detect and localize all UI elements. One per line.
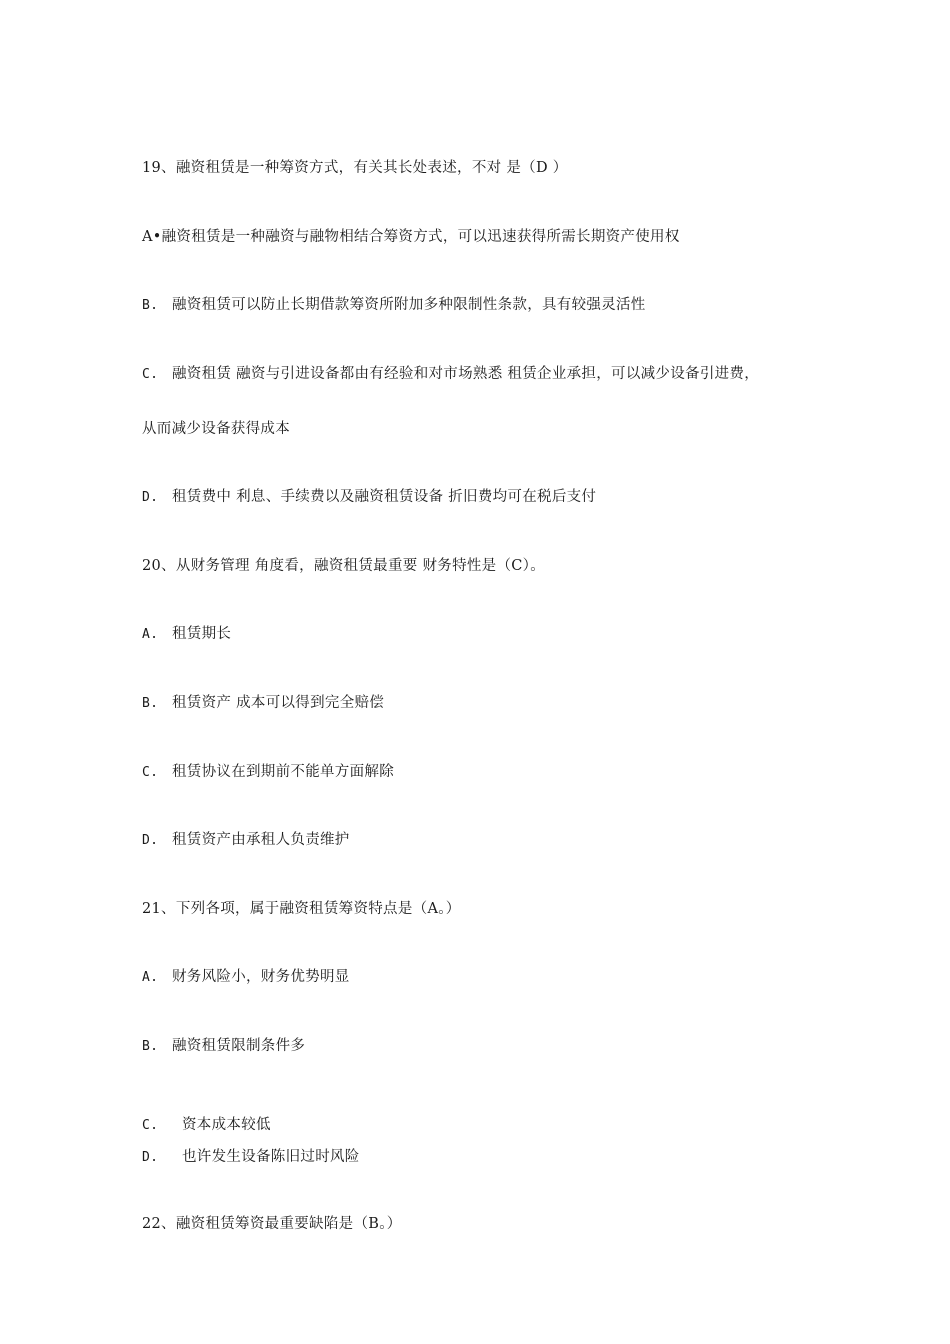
question-19-option-d	[142, 487, 596, 508]
question-19-option-a: A•融资租赁是一种融资与融物相结合筹资方式，可以迅速获得所需长期资产使用权	[142, 229, 680, 245]
option-letter: B.	[142, 696, 159, 711]
question-21-option-c	[142, 1115, 271, 1136]
option-letter: C.	[142, 765, 159, 780]
question-19-stem: 19、融资租赁是一种筹资方式，有关其长处表述，不对 是（D ）	[142, 160, 568, 176]
question-21-option-a	[142, 967, 350, 988]
option-text: 也许发生设备陈旧过时风险	[182, 1149, 360, 1165]
question-20-option-c	[142, 762, 394, 783]
question-19-option-b	[142, 295, 646, 316]
question-20-option-b	[142, 693, 384, 714]
question-21-option-b	[142, 1036, 305, 1057]
question-20-option-d	[142, 830, 350, 851]
question-19-option-c	[142, 364, 759, 385]
option-text: 融资租赁 融资与引进设备都由有经验和对市场熟悉 租赁企业承担，可以减少设备引进费，	[172, 366, 760, 382]
option-text: 租赁资产由承租人负责维护	[172, 832, 350, 848]
option-text: 租赁期长	[172, 626, 232, 642]
option-text: 融资租赁可以防止长期借款筹资所附加多种限制性条款，具有较强灵活性	[172, 297, 646, 313]
question-20-option-a	[142, 624, 231, 645]
option-letter: A.	[142, 627, 159, 642]
option-text: 财务风险小，财务优势明显	[172, 969, 350, 985]
option-text: 租赁协议在到期前不能单方面解除	[172, 764, 394, 780]
option-letter: D.	[142, 1150, 159, 1165]
option-letter: B.	[142, 298, 159, 313]
question-22-stem: 22、融资租赁筹资最重要缺陷是（B。）	[142, 1216, 402, 1232]
question-21-stem: 21、下列各项，属于融资租赁筹资特点是（A。）	[142, 901, 461, 917]
option-letter: B.	[142, 1039, 159, 1054]
question-21-option-d	[142, 1147, 360, 1168]
question-19-option-c-continuation: 从而减少设备获得成本	[142, 421, 290, 437]
option-letter: A.	[142, 970, 159, 985]
option-text: 租赁资产 成本可以得到完全赔偿	[172, 695, 385, 711]
option-text: 租赁费中 利息、手续费以及融资租赁设备 折旧费均可在税后支付	[172, 489, 597, 505]
option-letter: D.	[142, 833, 159, 848]
question-20-stem: 20、从财务管理 角度看，融资租赁最重要 财务特性是（C）。	[142, 558, 546, 574]
option-letter: D.	[142, 490, 159, 505]
option-text: 资本成本较低	[182, 1117, 271, 1133]
option-text: 融资租赁限制条件多	[172, 1038, 306, 1054]
option-letter: C.	[142, 1118, 159, 1133]
option-letter: C.	[142, 367, 159, 382]
